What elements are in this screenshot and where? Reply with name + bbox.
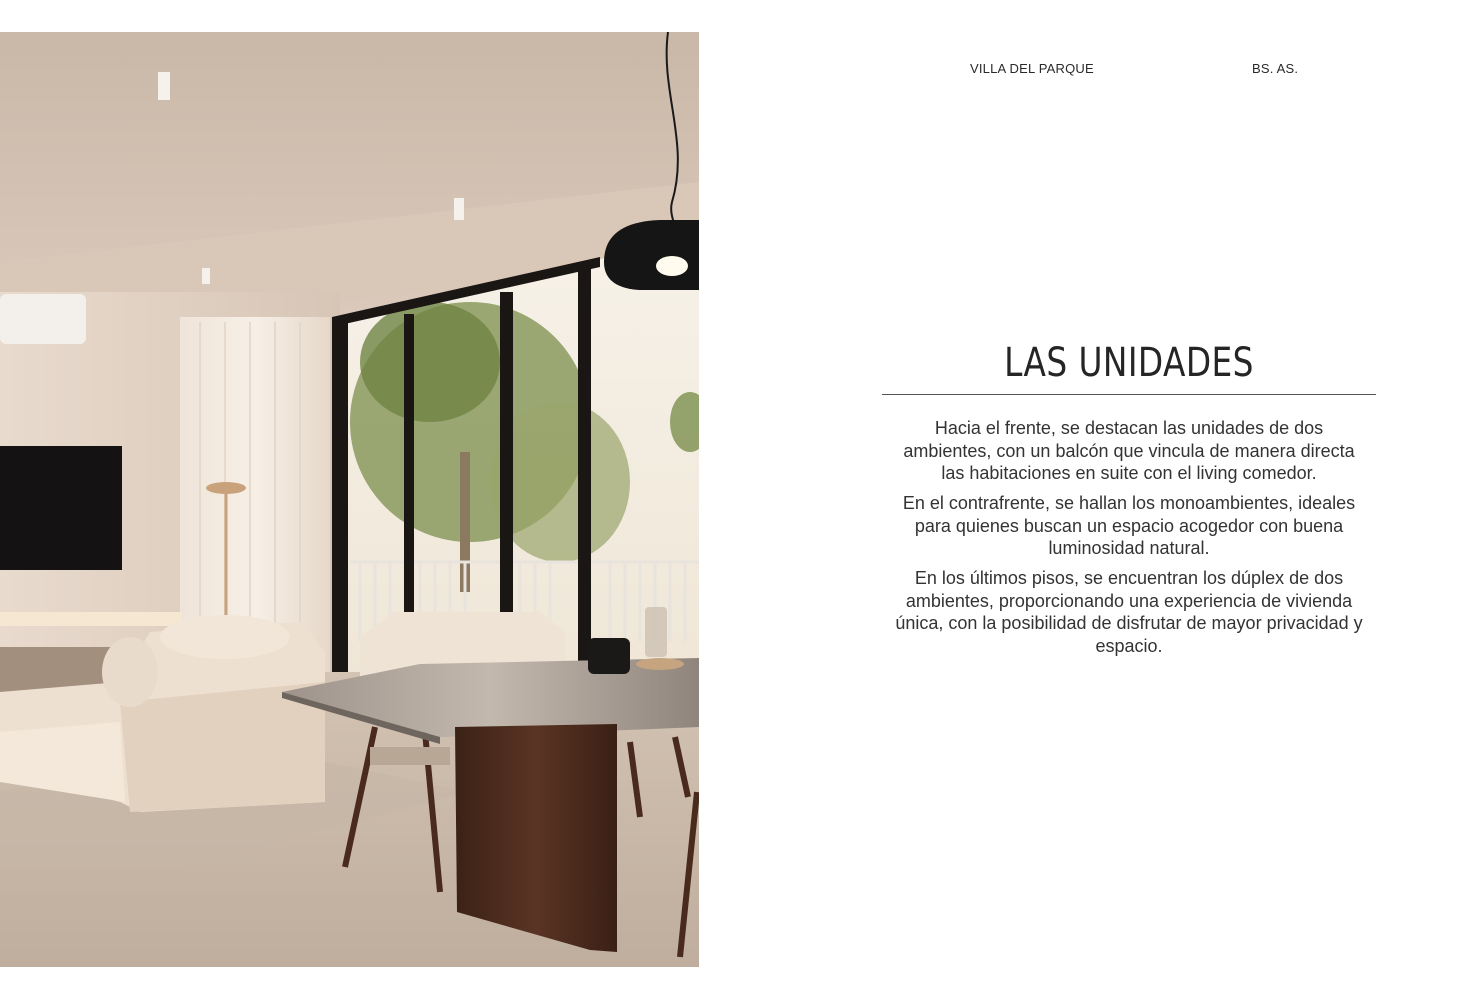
section-body — [882, 417, 1376, 665]
living-room-render — [0, 32, 699, 967]
paragraph-duplex-units: En los últimos pisos, se encuentran los dúplex de dos ambientes, proporcionando una experiencia de vivienda única, con la posibilidad de disfrutar de mayor privacidad y espacio. — [895, 568, 1363, 656]
paragraph-back-units: En el contrafrente, se hallan los monoambientes, ideales para quienes buscan un espacio acogedor con buena luminosidad natural. — [902, 493, 1356, 558]
header-location-left: VILLA DEL PARQUE — [970, 61, 1094, 76]
paragraph-front-units: Hacia el frente, se destacan las unidades de dos ambientes, con un balcón que vincula de manera directa las habitaciones en suite con el living comedor. — [903, 418, 1355, 483]
title-divider — [882, 394, 1376, 395]
header-location-right: BS. AS. — [1252, 61, 1299, 76]
section-title: LAS UNIDADES — [1004, 340, 1254, 386]
interior-photo — [0, 32, 699, 967]
